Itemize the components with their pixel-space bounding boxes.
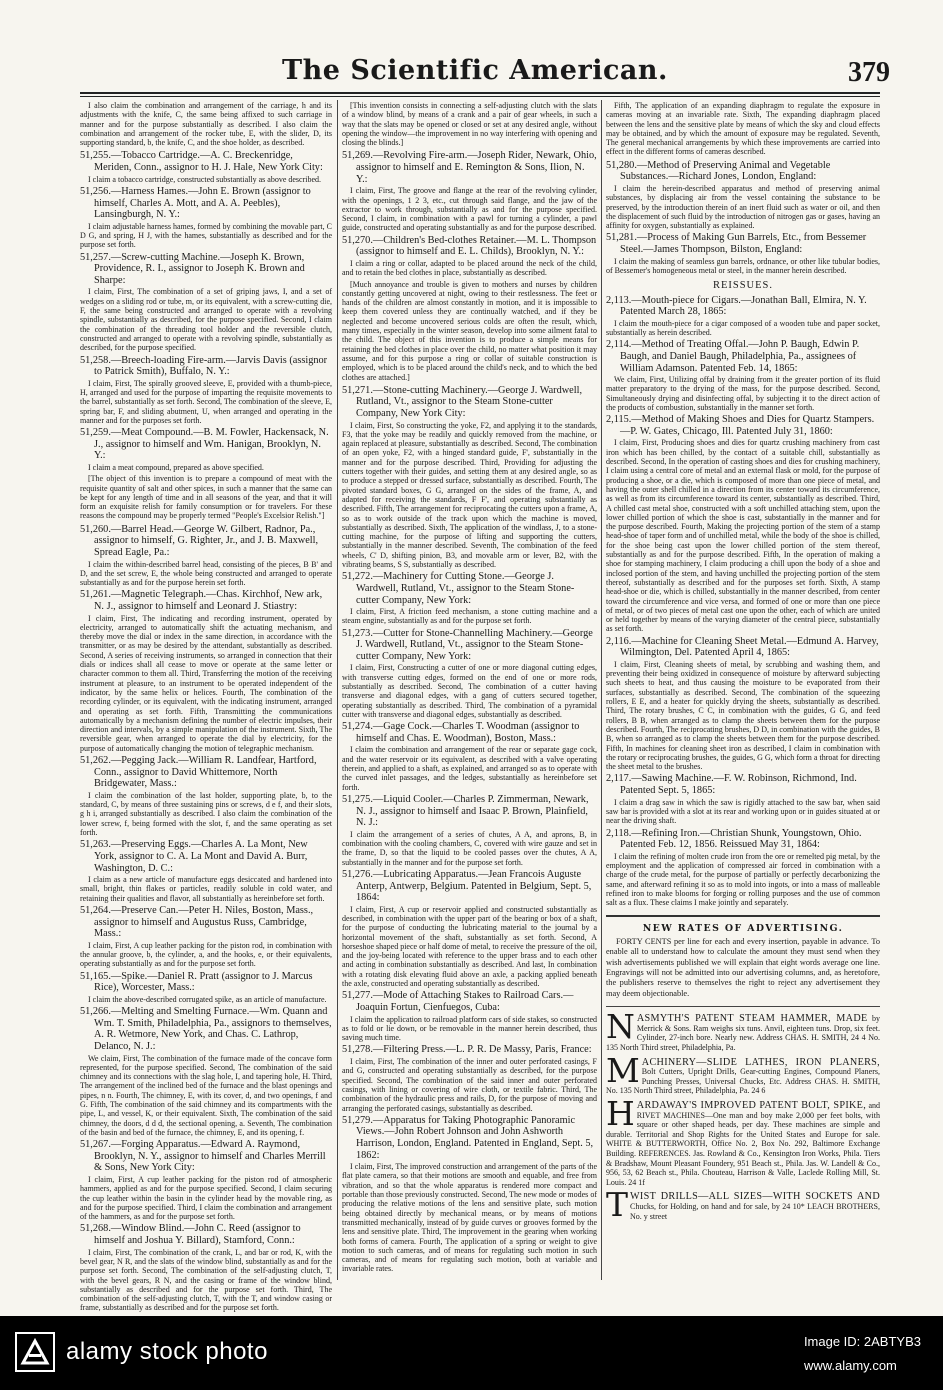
patent-heading: 51,257.—Screw-cutting Machine.—Joseph K. Brown, Providence, R. I., assignor to Joseph K. Brown and Sharpe: (80, 251, 305, 286)
patent-claim: I claim, First, Cleaning sheets of metal, by scrubbing and washing them, and preventing their being oxidized in consequence of moisture by afterward subjecting such sheets to heat, and thus causing the moisture to be evaporated from their surfaces, substantially as described. Second, The combination of the squeezing rollers, E E, and a heater for quickly drying the sheets, substantially as described. Third, The rotary brushes, C C, in combination with the guides, G G, and feed rollers, B B, when arranged as to clamp the sheets between them for the purpose described. Fourth, The reciprocating brushes, D D, in combination with the guides, B B, when so arranged as to clamp the sheets between them for the purpose described. Fifth, In machines for cleaning sheet iron as described, I claim in combination with the rotary or reciprocating brushes, the guides, G G, which form a throat for directing the sheet metal to the brushes. (606, 659, 880, 772)
patent-claim: I claim, First, The spirally grooved sleeve, E, provided with a thumb-piece, H, arranged and used for the purpose of imparting the requisite movements to the barrel, substantially as set forth. Second, The combination of the sleeve, E, spring bar, F, and sliding abutment, U, when arranged and operating in the manner and for the purposes set forth. (80, 378, 332, 425)
patent-entry (80, 427, 332, 472)
editorial-note: [The object of this invention is to prepare a compound of meat with the requisite quantity of salt and other spices, in such a manner that the same can be kept for any length of time and in all seasons of the year, and that it will form an exquisite relish for family consumption or for travelers. For these reasons the compound may be properly termed "People's Excelsior Relish."] (80, 474, 332, 521)
patent-entry (80, 1223, 332, 1312)
section-heading: REISSUES. (712, 280, 774, 292)
advertising-rates: FORTY CENTS per line for each and every insertion, payable in advance. To enable all to understand how to calculate the amount they must send when they wish advertisements published we will explain that eight words average one line. Engravings will not be admitted into our advertising columns, and, as heretofore, the publishers reserve to themselves the right to reject any advertisement they may deem objectionable. (606, 936, 880, 998)
patent-heading: 51,270.—Children's Bed-clothes Retainer.—M. L. Thompson (assignor to himself and E. L. Childs), Brooklyn, N. Y.: (342, 234, 597, 258)
patent-heading: 2,115.—Method of Making Shoes and Dies for Quartz Stampers.—P. W. Gates, Chicago, Ill. Patented July 31, 1860: (606, 414, 875, 437)
patent-heading: 51,274.—Gage Cock.—Charles T. Woodman (assignor to himself and Chas. E. Woodman), Boston, Mass.: (342, 721, 580, 744)
patent-claim: I claim, First, The combination of the inner and outer perforated casings, F and G, constructed and operating substantially as described, for the purpose specified. Second, The combination of the said inner and outer perforated casings, with lining or covering of wire cloth, or textile fabric. Third, The combination of the hydraulic press and rails, D, for the purpose of moving and arranging the perforated casings, substantially as described. (342, 1057, 597, 1113)
patent-entry (80, 186, 332, 250)
patent-heading: 51,256.—Harness Hames.—John E. Brown (assignor to himself, Charles A. Mott, and A. A. Peebles), Lansingburgh, N. Y.: (80, 185, 311, 221)
ad-headline: WIST DRILLS—ALL SIZES—WITH SOCKETS AND (630, 1191, 880, 1203)
patent-claim: We claim, First, The combination of the furnace made of the concave form represented, for the purpose specified. Second, The combination of the said chimney and its connections with the slag hole, I, and tapering hole, H. Third, The arrangement of the inclined bed of the furnace and the blast openings and pipes, n n. Fourth, The chimney, E, with its cover, d, and two openings, f and G. Fifth, The combination of the said chimney and its compartments with the pipe, L, and vessel, K, or their equivalent. Sixth, The combination of the said chimney, the doors, d d d, the sectional opening, a. Seventh, The combination of the basin and bed of the furnace, the chimney, E, and its opening, f. (80, 1053, 332, 1137)
patent-heading: 51,165.—Spike.—Daniel R. Pratt (assignor to J. Marcus Rice), Worcester, Mass.: (80, 970, 313, 994)
patent-claim: I claim, First, Producing shoes and dies for quartz crushing machinery from cast iron which has been chilled, by the contact of a suitable chill, substantially as described. Second, In the operation of casting shoes and dies for crushing machinery, I claim using a central core of metal and an external flask or mold, for the purpose of producing a shoe, or a die, which is composed of more than one piece of metal, and having the outer shell chilled in a direction from its center toward its circumference, as well as from its circumference toward its center, substantially as described. Third, A chilled cast metal shoe, constructed with a soft unchilled attaching stem, upon the lower chilled portion of which the shoe is cast, substantially in the manner and for the purpose described. Fourth, Making the projecting portion of the stem of a stamp head-shoe of taper form and of unchilled metal, while the body of the shoe is chilled, for the shoe being cast upon the lower chilled portion of the stem thereof, substantially as and for the purpose described. Fifth, In the operation of making a shoe for stamping machinery, I claim producing a chill upon the body of a shoe and inclosed portion of the stem, and having unchilled the projecting portion of the stem thereof, substantially as described and for the purposes set forth. Sixth, A stamp head-shoe or die, which is chilled, substantially in the manner described, from center toward the circumference and vice versa, and formed of one or more than one piece of metal, or of two pieces of metal cast one upon the other, each of which are united or held together by means of the varying diameter of the central piece, substantially as set forth. (606, 438, 880, 634)
patent-claim: I claim a drag saw in which the saw is rigidly attached to the saw bar, when said saw bar is provided with a slot at its rear and working upon or in guides situated at or near the driving shaft. (606, 797, 880, 826)
patent-entry (606, 414, 880, 633)
patent-entry (342, 990, 597, 1042)
patent-claim: I claim, First, A friction feed mechanism, a stone cutting machine and a steam engine, substantially as and for the purpose set forth. (342, 607, 597, 626)
patent-heading: 2,117.—Sawing Machine.—F. W. Robinson, Richmond, Ind. Patented Sept. 5, 1865: (606, 773, 857, 797)
continued-text: Fifth, The application of an expanding diaphragm to regulate the exposure in cameras moving at an invariable rate. Sixth, The expanding diaphragm placed between the lens and the sensitive plate by means of which the sky and cloud effects may be obtained, and by which the amount of exposure may be regulated. Seventh, The general mechanical arrangements by which these improvements are carried into effect in the different forms of cameras described. (606, 101, 880, 157)
patent-entry (342, 794, 597, 867)
patent-claim: I claim the mouth-piece for a cigar composed of a wooden tube and paper socket, substantially as herein described. (606, 318, 880, 338)
patent-entry (80, 150, 332, 183)
column-1 (80, 100, 332, 1313)
ad-headline: ACHINERY—SLIDE LATHES, IRON PLANERS, (641, 1056, 880, 1068)
patent-entry (80, 1006, 332, 1137)
patent-heading: 51,255.—Tobacco Cartridge.—A. C. Breckenridge, Meriden, Conn., assignor to H. J. Hale, New York City: (80, 150, 323, 174)
patent-entry (606, 773, 880, 825)
alamy-logo-icon (13, 1330, 57, 1374)
patent-heading: 51,278.—Filtering Press.—L. P. R. De Massy, Paris, France: (342, 1044, 592, 1056)
patent-claim: I claim, First, Constructing a cutter of one or more diagonal cutting edges, with transverse cutting edges, formed on the end of one or more rods, substantially as described. Second, The combination of a cutter having transverse and diagonal edges, with a gang of cutters secured together, operating substantially as described. Third, The combination of a pyramidal cutter with transverse and diagonal edges, substantially as described. (342, 663, 597, 719)
patent-claim: I claim the arrangement of a series of chutes, A A, and aprons, B, in combination with the cooling chambers, C, covered with wire gauze and set in the frame, D, so that the liquid to be cooled passes over the chutes, A A, substantially in the manner and for the purpose set forth. (342, 829, 597, 867)
patent-claim: I claim the refining of molten crude iron from the ore or remelted pig metal, by the employment and the application of compressed air forced in combination with a charge of the crude metal, for the purpose of partially or perfectly decarbonizing the same, and afterward refining it so as to mold into ingots, or into a mass of malleable refined iron to make blooms for forging or rolling purposes and the use of common salt as a flux. These claims I make jointly and separately. (606, 851, 880, 908)
patent-entry (606, 339, 880, 412)
advertisement (606, 1050, 880, 1096)
masthead-rule (80, 92, 880, 94)
patent-heading: 51,281.—Process of Making Gun Barrels, Etc., from Bessemer Steel.—James Thompson, Bilston, England: (606, 232, 867, 256)
patent-heading: 51,275.—Liquid Cooler.—Charles P. Zimmerman, Newark, N. J., assignor to himself and Isaac P. Brown, Plainfield, N. J.: (342, 793, 589, 829)
brand-alamy: alamy (66, 1338, 133, 1365)
patent-claim: I claim the application to railroad platform cars of side stakes, so constructed as to fold or lie down, or be removable in the manner herein described, thus saving much time. (342, 1014, 597, 1043)
image-id: Image ID: 2ABTYB3 (803, 1334, 921, 1349)
patent-claim: I claim a ring or collar, adapted to be placed around the neck of the child, and to retain the bed clothes in place, substantially as described. (342, 258, 597, 278)
patent-heading: 51,263.—Preserving Eggs.—Charles A. La Mont, New York, assignor to C. A. La Mont and David A. Burr, Washington, D. C.: (80, 839, 308, 874)
brand-stock-photo: stock photo (139, 1338, 268, 1365)
masthead-rule-thin (80, 96, 880, 97)
patent-claim: I claim, First, The improved construction and arrangement of the parts of the flat plate camera, so that their motions are smooth and equable, and free from vibration, and so that the whole apparatus is rendered more compact and portable than those previously constructed. Second, The new mode or modes of producing the relative motions of the lens and sensitive plate, such motion being obtained directly by mechanical means, or by means of motions transmitted mechanically, instead of by guide curves or grooves formed by the lens and sensitive plate. Third, The improvement in the gearing when working both forms of camera. Fourth, The application of a spring or weight to give motion to such cameras, and of means for regulating such motion in such cameras, and of means for regulating such motion, both at variable and invariable rates. (342, 1162, 597, 1274)
patent-entry (80, 971, 332, 1004)
editorial-note: [Much annoyance and trouble is given to mothers and nurses by children constantly getting uncovered at night, owing to their restlessness. The feet or hands of the children are almost constantly in motion, and it is impossible to keep them covered unless they are continually watched, and if they be neglected and become uncovered serious colds are often the result, which, many times, especially in the winter season, develop into some ailment fatal to the child. The object of this invention is to produce a simple means for retaining the bed clothes in place over the child, no matter what position it may assume, and for this purpose a ring or collar of suitable construction is employed, which is to be placed around the child's neck, and to which the bed clothes are attached.] (342, 279, 597, 382)
column-2 (342, 100, 597, 1280)
patent-claim: I claim adjustable harness hames, formed by combining the movable part, C D G, and spring, H J, with the hames, substantially as described and for the purpose set forth. (80, 221, 332, 250)
patent-claim: I claim the within-described barrel head, consisting of the pieces, B B' and D, and the set screw, E, the whole being constructed and arranged to operate substantially as and for the purpose herein set forth. (80, 559, 332, 588)
column-divider (337, 100, 338, 1280)
patent-heading: 51,279.—Apparatus for Taking Photographic Panoramic Views.—John Robert Johnson and John Ashworth Harrison, London, England. Patented in England, Sept. 5, 1862: (342, 1114, 594, 1161)
patent-claim: I claim, First, The combination of the crank, L, and bar or rod, K, with the bevel gear, N R, and the slats of the window blind, substantially as and for the purpose set forth. Second, The combination of the self-adjusting clutch, T, with the bevel gears, R N, and the casing or frame of the window blind, substantially as described and for the purpose set forth. Third, The combination of the self-adjusting clutch, T, with the T, and window casing or frame, substantially as described and for the purpose set forth. (80, 1247, 332, 1313)
patent-claim: I claim the combination and arrangement of the rear or separate gage cock, and the water reservoir or its equivalent, as described with a valve operating therein, and applied to a shaft, as explained, and arranged so as to operate with the curved inlet passages, and the ledges, substantially as hereinbefore set forth. (342, 745, 597, 792)
patent-claim: I claim the above-described corrugated spike, as an article of manufacture. (88, 994, 327, 1004)
patent-entry (342, 628, 597, 720)
patent-heading: 2,113.—Mouth-piece for Cigars.—Jonathan Ball, Elmira, N. Y. Patented March 28, 1865: (606, 294, 867, 318)
patent-claim: I claim, First, The indicating and recording instrument, operated by electricity, arranged to automatically shift the actuating mechanism, and thereby move the dial or index in the same direction, in accordance with the transmitter, or as may be desired by the attendant, substantially as described. Second, A series of receiving instruments, so arranged in connection that their dials or indices shall all cease to move or operate at the same letter or character common to them all. Third, Transferring the motion of the receiving instrument at pleasure, to an instrument to be operated independent of the indicator, by the same helix or helices. Fourth, The combination of the recording cylinder, or its equivalent, with the indicating instrument, arranged and operating as set forth. Fifth, Transmitting the communications automatically by a mechanism defining the number of electric impulses, their direction and intervals, by a simple manipulation of the instrument. Sixth, The reversible gear, when arranged to operate the dial by electricity, for the purpose of automatically changing the motion of telegraphic mechanism. (80, 613, 332, 753)
patent-heading: 2,114.—Method of Treating Offal.—John P. Baugh, Edwin P. Baugh, and Daniel Baugh, Philadelphia, Pa., assignees of William Adamson. Patented Feb. 14, 1865: (606, 339, 860, 374)
ad-body: by Merrick & Sons. Ram weighs six tuns. Anvil, eighteen tuns. Drop, six feet. Cylinder, 27-inch bore. Nearly new. Address CHAS. H. SMITH, 24 4 No. 135 North Third street, Philadelphia, Pa. (606, 1014, 880, 1053)
stock-photo-footer (0, 1316, 943, 1390)
patent-entry (342, 1044, 597, 1112)
publication-title: The Scientific American. (282, 55, 668, 86)
patent-claim: I claim the making of seamless gun barrels, ordnance, or other like tubular bodies, of Bessemer's homogeneous metal or steel, in the manner herein described. (606, 256, 880, 275)
patent-entry (80, 1139, 332, 1221)
patent-heading: 51,272.—Machinery for Cutting Stone.—George J. Wardwell, Rutland, Vt., assignor to the Steam Stone-cutter Company, New York: (342, 571, 575, 606)
patent-heading: 51,273.—Cutter for Stone-Channelling Machinery.—George J. Wardwell, Rutland, Vt., assignor to the Steam Stone-cutter Company, New York: (342, 627, 593, 662)
advertising-heading: NEW RATES OF ADVERTISING. (642, 922, 844, 934)
image-meta (804, 1330, 921, 1378)
patent-heading: 51,280.—Method of Preserving Animal and Vegetable Substances.—Richard Jones, London, England: (606, 159, 831, 183)
continued-text: I also claim the combination and arrangement of the carriage, h and its adjustments with the knife, C, the same being affixed to such carriage in manner and for the purpose substantially as described. I also claim the combination and arrangement of the rocker tube, E, with the slider, D, its supporting standard, b, the knife, C, and the shoe holder, as described. (80, 101, 332, 148)
patent-claim: I claim a tobacco cartridge, constructed substantially as above described. (88, 174, 322, 184)
patent-claim: I claim a meat compound, prepared as above specified. (88, 462, 264, 472)
advertisement (606, 1093, 880, 1187)
patent-entry (342, 1115, 597, 1274)
patent-heading: 51,258.—Breech-loading Fire-arm.—Jarvis Davis (assignor to Patrick Smith), Buffalo, N. Y.: (80, 354, 328, 378)
patent-entry (606, 636, 880, 772)
patent-entry (80, 589, 332, 753)
advertisement (606, 1185, 880, 1225)
patent-entry (80, 524, 332, 588)
section-rule (606, 915, 880, 917)
patent-entry (80, 355, 332, 426)
patent-entry (80, 905, 332, 969)
patent-heading: 51,277.—Mode of Attaching Stakes to Railroad Cars.—Joaquin Fortun, Cienfuegos, Cuba: (342, 990, 574, 1013)
patent-claim: I claim, First, A cup leather packing for the piston rod of atmospheric hammers, applied as and for the purpose specified. Second, I claim securing the cup leather within the basin in the cylinder head by the movable ring, as and for the purpose specified. Third, I claim the combination and arrangement of the hammers, as and for the purpose set forth. (80, 1174, 332, 1222)
patent-entry (342, 869, 597, 988)
patent-heading: 51,264.—Preserve Can.—Peter H. Niles, Boston, Mass., assignor to himself and Augustus Russ, Cambridge, Mass.: (80, 904, 314, 940)
patent-heading: 51,262.—Pegging Jack.—William R. Landfear, Hartford, Conn., assignor to David Whittemore, North Bridgewater, Mass.: (80, 755, 317, 790)
patent-entry (342, 385, 597, 570)
ad-body: and RIVET MACHINES—One man and boy make 2,000 per feet bolts, with square or other shaped heads, per day. These machines are simple and durable. Territorial and Shop Rights for the United States and Europe for sale. WHITE & BUTTERWORTH, Office No. 2, Box No. 292, Baltimore Exchange Building. REFERENCES. Jas. Rowland & Co., Kensington Iron Works, Phila. Tiers & Bradshaw, Mount Pleasant Foundery, 951 Beach st., Phila. Jas. W. Landell & Co., 956, 53, 62 Beach st., Phila. Chouteau, Harrison & Valle, Laclede Rolling Mill, St. Louis. 24 1f (606, 1100, 880, 1187)
page-number: 379 (848, 57, 890, 88)
image-url: www.alamy.com (803, 1358, 897, 1373)
patent-entry (606, 160, 880, 231)
patent-entry (80, 755, 332, 837)
ad-body: Chucks, for Holding, on hand and for sale, by 24 10* LEACH BROTHERS, No. y street (630, 1201, 880, 1221)
patent-heading: 51,271.—Stone-cutting Machinery.—George J. Wardwell, Rutland, Vt., assignor to the Steam Stone-cutter Company, New York City: (342, 384, 583, 419)
patent-claim: I claim, First, So constructing the yoke, F2, and applying it to the standards, F3, that the yoke may be readily and quickly removed from the machine, or again replaced at pleasure, substantially as described. Second, The combination of an open yoke, F2, with a hinged standard guide, F', substantially in the manner and for the purpose described. Third, Providing for adjusting the cutters together with their guides, and setting them at any desired angle, so as to produce a stepped or dressed surface, substantially as described. Fourth, The pivoted standard boxes, G G, arranged on the sides of the frame, A, and adapted for receiving the standards, F F', and operating substantially as described. Fifth, The arrangement for reciprocating the cutters upon a frame, A, so as to work outside of the track upon which the machine is moved, substantially as described. Sixth, The application of the windlass, J, to a stone-cutting machine, for the purpose of lifting and supporting the cutters, substantially in the manner described. Seventh, The combination of the feed wheels, C' D, shifting pinion, B3, and movable arm or lever, B2, with the vibrating beams, S S, substantially as described. (342, 420, 597, 570)
editorial-note: [This invention consists in connecting a self-adjusting clutch with the slats of a window blind, by means of a crank and a pair of gear wheels, in such a way that the slats may be opened or closed or set at any desired angle, without opening the window—the improvement in no way interfering with opening and closing the blinds.] (342, 101, 597, 148)
patent-claim: I claim, First, The combination of a set of griping jaws, I, and a set of wedges on a sliding rod or tube, m, or its equivalent, with a screw-cutting die, F, the same being constructed and arranged to operate with a revolving spindle, substantially as described, for the purpose specified. Second, I claim the combination of the threading tool holder and the reversible clutch, constructed and arranged to operate with a revolving spindle, substantially as described, for the purpose specified. (80, 287, 332, 353)
patent-claim: I claim, First, A cup leather packing for the piston rod, in combination with the annular groove, b, the cylinder, a, and the hooks, e, or their equivalents, operating substantially as and for the purpose set forth. (80, 940, 332, 969)
patent-claim: We claim, First, Utilizing offal by draining from it the greater portion of its fluid matter preparatory to the drying of the mass, for the purpose described. Second, Simultaneously drying and disinfecting offal, by subjecting it to the direct action of the products of combustion, substantially in the manner set forth. (606, 375, 880, 412)
ad-drop-cap: T (606, 1185, 629, 1225)
ad-drop-cap: M (606, 1050, 640, 1090)
patent-heading: 2,118.—Refining Iron.—Christian Shunk, Youngstown, Ohio. Patented Feb. 12, 1856. Reissued May 31, 1864: (606, 827, 862, 851)
patent-entry (606, 828, 880, 908)
column-divider (601, 100, 602, 1280)
patent-entry (342, 721, 597, 792)
ad-drop-cap: N (606, 1007, 635, 1047)
patent-claim: I claim the combination of the last holder, supporting plate, b, to the standard, C, by means of three sustaining pins or screws, d e f, and their slots, g h i, arranged substantially as described. I also claim the combination of the lower screw, f, being formed with the slot, f, and the same operating as set forth. (80, 790, 332, 838)
patent-entry (342, 150, 597, 232)
patent-heading: 51,267.—Forging Apparatus.—Edward A. Raymond, Brooklyn, N. Y., assignor to himself and Charles Merrill & Sons, New York City: (80, 1139, 326, 1174)
patent-claim: I claim the herein-described apparatus and method of preserving animal substances, by displacing air from the vessel containing the substance to be preserved, by the introduction therein of an inert fluid such as water or oil, and then the displacement of such fluid by the introduction of nitrogen gas or gases, having an affinity for oxygen, substantially as explained. (606, 183, 880, 231)
patent-claim: I claim as a new article of manufacture eggs desiccated and hardened into small, bright, thin flakes or particles, readily soluble in cold water, and retaining their qualities and flavor, all substantially as hereinbefore set forth. (80, 875, 332, 903)
alamy-brand (66, 1338, 268, 1366)
patent-heading: 51,276.—Lubricating Apparatus.—Jean Francois Auguste Anterp, Antwerp, Belgium. Patented in Belgium, Sept. 5, 1864: (342, 868, 592, 904)
patent-entry (342, 235, 597, 278)
ad-drop-cap: H (606, 1093, 635, 1133)
ad-headline: ARDAWAY'S IMPROVED PATENT BOLT, SPIKE, (636, 1099, 867, 1111)
patent-heading: 51,269.—Revolving Fire-arm.—Joseph Rider, Newark, Ohio, assignor to himself and E. Remington & Sons, Ilion, N. Y.: (342, 150, 597, 185)
patent-claim: I claim, First, The groove and flange at the rear of the revolving cylinder, with the openings, 1 2 3, etc., cut through said flange, and the jaw of the extractor to work through, substantially as and for the purpose specified. Second, I claim, in combination with a pawl for turning a cylinder, a pawl guide, constructed and operating substantially as and for the purpose described. (342, 186, 597, 233)
patent-entry (606, 295, 880, 338)
ad-body: Bolt Cutters, Upright Drills, Gear-cutting Engines, Compound Planers, Punching Presses, Universal Chucks, Etc. Address CHAS. H. SMITH, No. 135 North Third street, Philadelphia, Pa. 24 6 (606, 1067, 880, 1096)
masthead (60, 55, 890, 95)
patent-heading: 51,259.—Meat Compound.—B. M. Fowler, Hackensack, N. J., assignor to himself and Wm. Hanigan, Brooklyn, N. Y.: (80, 427, 329, 462)
patent-entry (80, 839, 332, 903)
patent-heading: 2,116.—Machine for Cleaning Sheet Metal.—Edmund A. Harvey, Wilmington, Del. Patented April 4, 1865: (606, 635, 879, 659)
ad-headline: ASMYTH'S PATENT STEAM HAMMER, MADE (636, 1013, 868, 1025)
column-3 (606, 100, 880, 1280)
patent-claim: I claim, First, A cup or reservoir applied and constructed substantially as described, in combination with the upper part of the bearing or box of a shaft, for the purpose of conducting the lubricating material to the journal by a horizontal movement of the shaft, substantially as set forth. Second, A horseshoe shaped piece or half dome of metal, to receive the pressure of the oil, and the joy-being located with reference to the upper brass and to each other and acting in combination substantially as described. And last, In combination with a rotating disk elevating fluid above an axle, a packing applied beneath the axle, constructed and operating substantially as described. (342, 904, 598, 989)
patent-heading: 51,268.—Window Blind.—John C. Reed (assignor to himself and Joshua Y. Billard), Stamford, Conn.: (80, 1223, 301, 1247)
patent-entry (606, 232, 880, 275)
patent-heading: 51,266.—Melting and Smelting Furnace.—Wm. Quann and Wm. T. Smith, Philadelphia, Pa., assignors to themselves, A. R. Wetmore, New York, and Chas. C. Lathrop, Delanco, N. J.: (80, 1006, 332, 1052)
section-rule (606, 1006, 880, 1007)
patent-heading: 51,260.—Barrel Head.—George W. Gilbert, Radnor, Pa., assignor to himself, G. Righter, Jr., and J. B. Maxwell, Spread Eagle, Pa.: (80, 523, 319, 558)
advertisement (606, 1007, 880, 1053)
patent-heading: 51,261.—Magnetic Telegraph.—Chas. Kirchhof, New ark, N. J., assignor to himself and Leonard J. Stiastry: (80, 589, 323, 612)
patent-entry (342, 571, 597, 625)
patent-entry (80, 252, 332, 353)
